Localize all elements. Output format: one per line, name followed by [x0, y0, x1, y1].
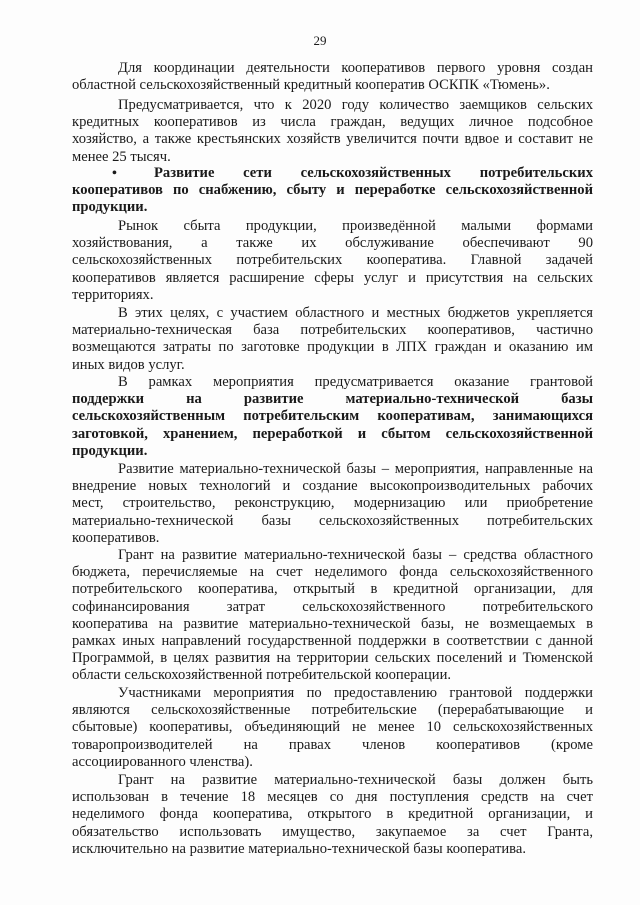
text-line: Развитие сети сельскохозяйственных потребительских [154, 165, 593, 181]
text-line: области сельскохозяйственной потребительской кооперации. [72, 667, 452, 684]
text-line: Программой, в целях развития на территории сельских поселений и Тюменской [72, 650, 593, 667]
text-line: продукции. [72, 442, 148, 459]
paragraph-5 [72, 305, 593, 374]
page-number: 29 [313, 33, 327, 48]
text-line: софинансирования затрат сельскохозяйственного потребительского [72, 598, 593, 615]
text-line: поддержки на развитие материально-технической базы [72, 391, 593, 408]
paragraph-1 [72, 60, 593, 94]
text-line: материально-технической базы сельскохозяйственных потребительских [72, 512, 593, 529]
text-line: Для координации деятельности кооперативов первого уровня создан [118, 60, 593, 76]
text-line: хозяйствования, а также их обслуживание обеспечивают 90 [72, 235, 593, 252]
text-line: иных видов услуг. [72, 356, 185, 373]
text-line: кооперативов. [72, 529, 160, 546]
text-line: являются сельскохозяйственные потребительские (перерабатывающие и [72, 702, 593, 719]
text-line: заготовкой, хранением, переработкой и сбытом сельскохозяйственной [72, 425, 593, 442]
text-line: кооперативов является расширение сферы услуг и присутствия на сельских [72, 269, 593, 286]
text-line: кредитных кооперативов из числа граждан, ведущих личное подсобное [72, 114, 593, 131]
text-line: сельскохозяйственным потребительским кооперативам, занимающихся [72, 408, 593, 425]
text-line: Предусматривается, что к 2020 году количество заемщиков сельских [118, 97, 593, 113]
text-line: областной сельскохозяйственный кредитный кооператив ОСКПК «Тюмень». [72, 77, 550, 94]
text-line: Рынок сбыта продукции, произведённой малыми формами [118, 218, 593, 234]
paragraph-8 [72, 547, 593, 685]
bullet-marker: • [112, 166, 117, 181]
text-line: неделимого фонда кооператива, открытого в кредитной организации, и [72, 806, 593, 823]
text-line: продукции. [72, 199, 148, 216]
text-line: кооператива на развитие материально-технической базы, не возмещаемых в [72, 615, 593, 632]
text-line: кооперативов по снабжению, сбыту и переработке сельскохозяйственной [72, 182, 593, 199]
text-line: В этих целях, с участием областного и местных бюджетов укрепляется [118, 305, 593, 321]
text-line: сбытовые) кооперативы, объединяющий не менее 10 сельскохозяйственных [72, 719, 593, 736]
text-line: менее 25 тысяч. [72, 148, 171, 165]
text-line: мест, строительство, реконструкцию, модернизацию или приобретение [72, 495, 593, 512]
text-line: бюджета, перечисляемые на счет неделимого фонда сельскохозяйственного [72, 564, 593, 581]
text-line: территориях. [72, 286, 154, 303]
paragraph-6 [72, 374, 593, 460]
text-line: В рамках мероприятия предусматривается оказание грантовой [118, 374, 593, 390]
section-heading [72, 165, 593, 217]
text-line: обязательство использовать имущество, закупаемое за счет Гранта, [72, 823, 593, 840]
paragraph-4 [72, 218, 593, 304]
text-line: потребительского кооператива, открытый в кредитной организации, для [72, 581, 593, 598]
text-line: рамках иных направлений государственной поддержки в соответствии с данной [72, 632, 593, 649]
text-line: хозяйство, а также крестьянских хозяйств увеличится почти вдвое и составит не [72, 131, 593, 148]
text-line: Развитие материально-технической базы – мероприятия, направленные на [118, 461, 593, 477]
text-line: ассоциированного членства). [72, 753, 253, 770]
text-line: исключительно на развитие материально-технической базы кооператива. [72, 840, 527, 857]
paragraph-10 [72, 772, 593, 858]
text-line: материально-техническая база потребительских кооперативов, частично [72, 322, 593, 339]
text-line: сельскохозяйственных потребительских кооператива. Главной задачей [72, 252, 593, 269]
text-line: Грант на развитие материально-технической базы должен быть [118, 772, 593, 788]
paragraph-2 [72, 97, 593, 166]
paragraph-7 [72, 461, 593, 547]
text-line: возмещаются затраты по заготовке продукции в ЛПХ граждан и оказанию им [72, 339, 593, 356]
paragraph-9 [72, 685, 593, 771]
text-line: внедрение новых технологий и создание высокопроизводительных рабочих [72, 478, 593, 495]
text-line: использован в течение 18 месяцев со дня поступления средств на счет [72, 789, 593, 806]
text-line: товаропроизводителей на правах членов кооперативов (кроме [72, 736, 593, 753]
text-line: Участниками мероприятия по предоставлению грантовой поддержки [118, 685, 593, 701]
text-line: Грант на развитие материально-технической базы – средства областного [118, 547, 593, 563]
